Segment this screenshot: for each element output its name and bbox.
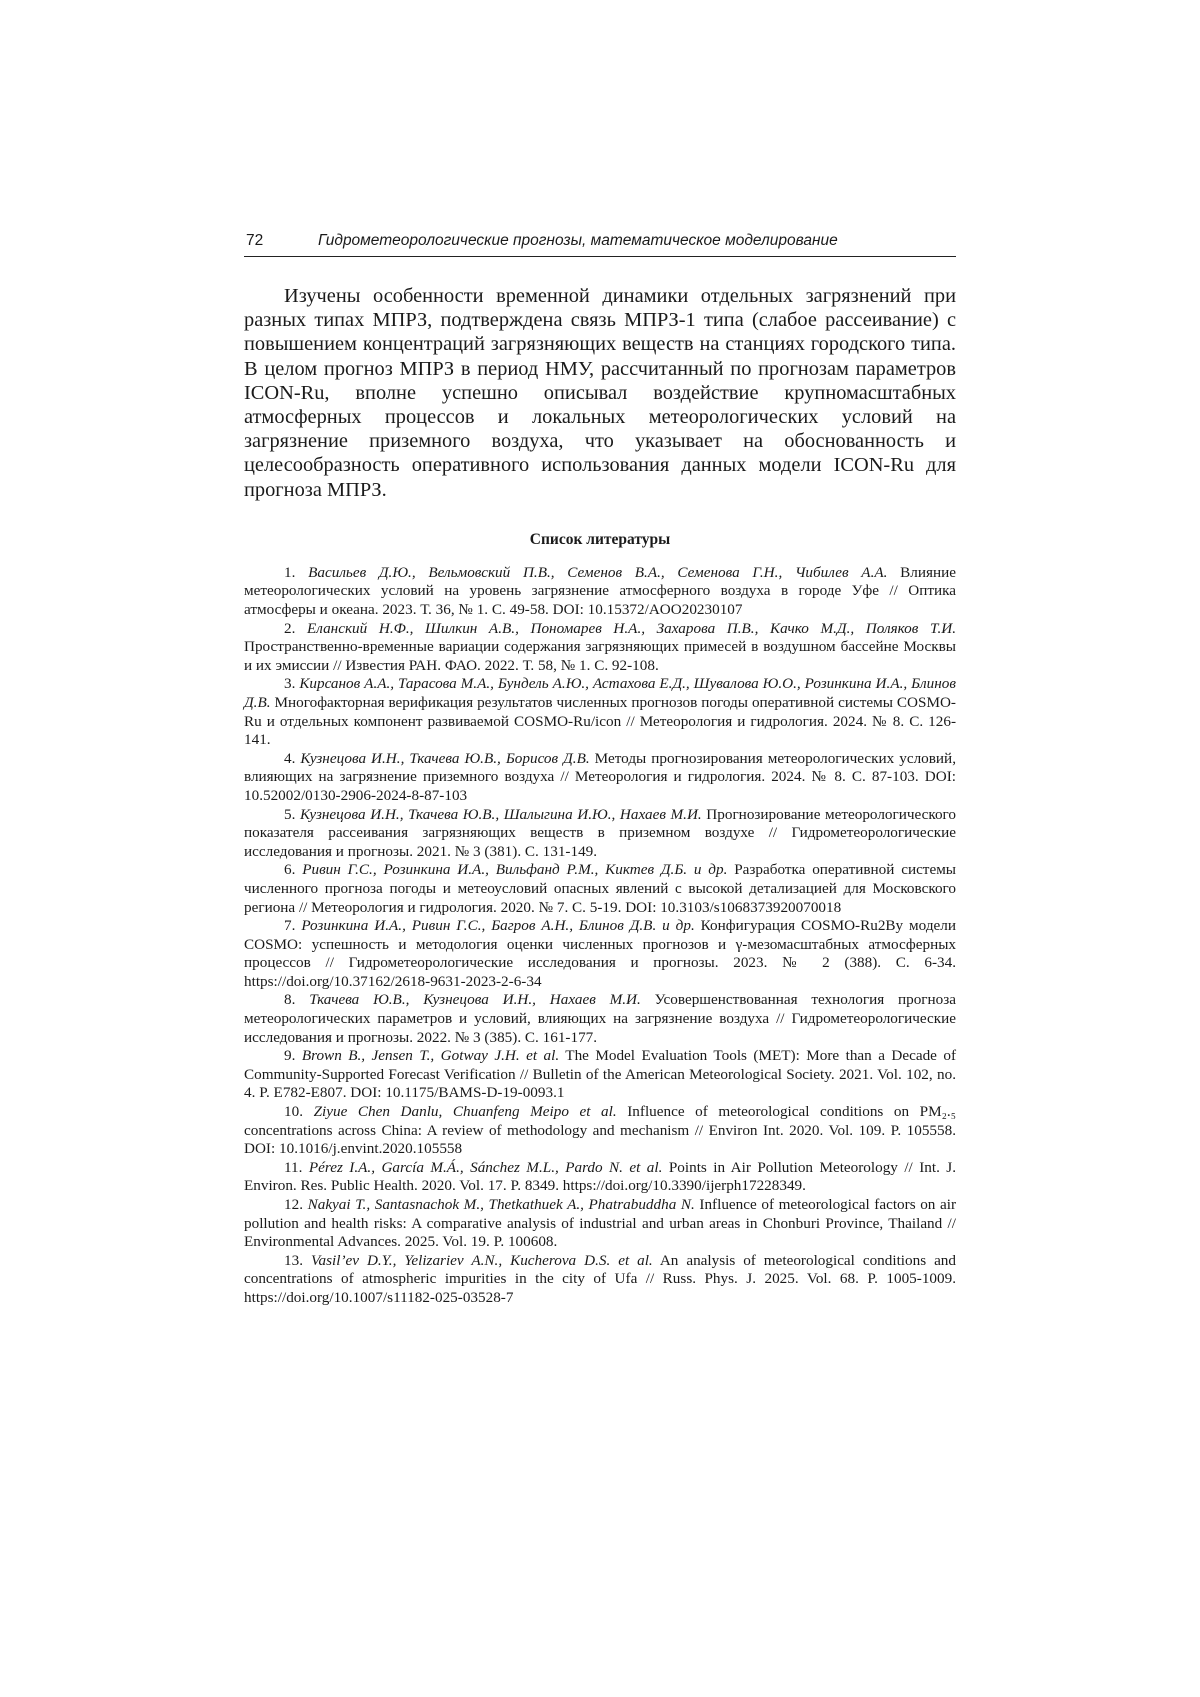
reference-number: 11. xyxy=(284,1158,309,1176)
page-number: 72 xyxy=(246,232,264,249)
reference-number: 2. xyxy=(284,619,307,637)
reference-authors: Кузнецова И.Н., Ткачева Ю.В., Шалыгина И.Ю., Нахаев М.И. xyxy=(299,805,702,823)
reference-item xyxy=(244,917,956,991)
running-header xyxy=(244,232,956,257)
reference-authors: Васильев Д.Ю., Вельмовский П.В., Семенов В.А., Семенова Г.Н., Чибилев А.А. xyxy=(308,563,888,581)
reference-text: An analysis of meteorological conditions and concentrations of atmospheric impurities in the city of Ufa // Russ. Phys. J. 2025. Vol. 68. P. 1005-1009. https://doi.org/10.1007/s11182-025-03528-7 xyxy=(244,1251,956,1306)
reference-item xyxy=(244,1159,956,1196)
reference-text: Influence of meteorological conditions on PM₂.₅ concentrations across China: A review of methodology and mechanism // Environ Int. 2020. Vol. 109. P. 105558. DOI: 10.1016/j.envint.2020.105558 xyxy=(244,1103,957,1158)
reference-number: 6. xyxy=(284,861,303,879)
references-heading: Список литературы xyxy=(529,530,671,548)
reference-authors: Nakyai T., Santasnachok M., Thetkathuek A., Phatrabuddha N. xyxy=(307,1196,695,1214)
reference-authors: Розинкина И.А., Ривин Г.С., Багров А.Н., Блинов Д.В. и др. xyxy=(301,917,695,935)
reference-number: 8. xyxy=(284,991,310,1009)
reference-text: Усовершенствованная технология прогноза метеорологических параметров и условий, влияющих на загрязнение воздуха // Гидрометеорологические исследования и прогнозы. 2022. № 3 (385). С. 161-177. xyxy=(244,991,956,1046)
reference-item xyxy=(244,675,956,749)
reference-number: 3. xyxy=(284,675,300,693)
reference-text: Пространственно-временные вариации содержания загрязняющих примесей в воздушном бассейне Москвы и их эмиссии // Известия РАН. ФАО. 2022. Т. 58, № 1. С. 92-108. xyxy=(244,638,956,674)
reference-item xyxy=(244,1047,956,1103)
reference-text: Многофакторная верификация результатов численных прогнозов погоды оперативной системы COSMO-Ru и отдельных компонент развиваемой COSMO-Ru/icon // Метеорология и гидрология. 2024. № 8. С. 126-141. xyxy=(244,693,956,749)
reference-text: Разработка оперативной системы численного прогноза погоды и метеоусловий опасных явлений с высокой детализацией для Московского региона // Метеорология и гидрология. 2020. № 7. С. 5-19. DOI: 10.3103/s1068373920070018 xyxy=(244,861,957,916)
reference-number: 13. xyxy=(284,1251,311,1269)
reference-item xyxy=(244,564,956,620)
reference-text: Методы прогнозирования метеорологических условий, влияющих на загрязнение приземного воздуха // Метеорология и гидрология. 2024. № 8. С. 87-103. DOI: 10.52002/0130-2906-2024-8-87-103 xyxy=(244,749,956,804)
reference-number: 1. xyxy=(284,563,309,581)
reference-item xyxy=(244,991,956,1047)
reference-authors: Кузнецова И.Н., Ткачева Ю.В., Борисов Д.В. xyxy=(300,749,590,767)
reference-text: Конфигурация COSMO-Ru2By модели COSMO: успешность и методология оценки численных прогнозов и γ-мезомасштабных атмосферных процессов // Гидрометеорологические исследования и прогнозы. 2023. № 2 (388). С. 6-34. https://doi.org/10.37162/2618-9631-2023-2-6-34 xyxy=(244,917,957,990)
reference-number: 7. xyxy=(284,917,302,935)
reference-authors: Еланский Н.Ф., Шилкин А.В., Пономарев Н.А., Захарова П.В., Качко М.Д., Поляков Т.И. xyxy=(307,619,957,637)
reference-authors: Ziyue Chen Danlu, Chuanfeng Meipo et al. xyxy=(313,1103,617,1121)
reference-number: 10. xyxy=(284,1103,314,1121)
reference-item xyxy=(244,1103,956,1159)
reference-text: Points in Air Pollution Meteorology // Int. J. Environ. Res. Public Health. 2020. Vol. 17. P. 8349. https://doi.org/10.3390/ijerph17228349. xyxy=(244,1158,957,1195)
reference-number: 12. xyxy=(284,1196,308,1214)
reference-authors: Ткачева Ю.В., Кузнецова И.Н., Нахаев М.И. xyxy=(309,991,641,1009)
conclusion-paragraph: Изучены особенности временной динамики отдельных загрязнений при разных типах МПРЗ, подтверждена связь МПРЗ-1 типа (слабое рассеивание) с повышением концентраций загрязняющих веществ на станциях городского типа. В целом прогноз МПРЗ в период НМУ, рассчитанный по прогнозам параметров ICON-Ru, вполне успешно описывал воздействие крупномасштабных атмосферных процессов и локальных метеорологических условий на загрязнение приземного воздуха, что указывает на обоснованность и целесообразность оперативного использования данных модели ICON-Ru для прогноза МПРЗ. xyxy=(244,285,956,501)
reference-authors: Brown B., Jensen T., Gotway J.H. et al. xyxy=(301,1047,560,1065)
reference-number: 5. xyxy=(284,805,300,823)
page xyxy=(244,232,956,1308)
reference-authors: Pérez I.A., García M.Á., Sánchez M.L., Pardo N. et al. xyxy=(308,1158,663,1176)
reference-item xyxy=(244,1196,956,1252)
reference-item xyxy=(244,620,956,676)
reference-text: Influence of meteorological factors on air pollution and health risks: A comparative analysis of industrial and urban areas in Chonburi Province, Thailand // Environmental Advances. 2025. Vol. 19. P. 100608. xyxy=(244,1196,956,1251)
reference-authors: Кирсанов А.А., Тарасова М.А., Бундель А.Ю., Астахова Е.Д., Шувалова Ю.О., Розинкина И.А., Блинов Д.В. xyxy=(244,675,956,711)
reference-authors: Ривин Г.С., Розинкина И.А., Вильфанд Р.М., Киктев Д.Б. и др. xyxy=(302,861,728,879)
reference-text: Влияние метеорологических условий на уровень загрязнение атмосферного воздуха в городе Уфе // Оптика атмосферы и океана. 2023. Т. 36, № 1. С. 49-58. DOI: 10.15372/AOO20230107 xyxy=(244,563,956,619)
reference-text: The Model Evaluation Tools (MET): More than a Decade of Community-Supported Forecast Verification // Bulletin of the American Meteorological Society. 2021. Vol. 102, no. 4. P. E782-E807. DOI: 10.1175/BAMS-D-19-0093.1 xyxy=(244,1047,956,1102)
reference-number: 4. xyxy=(284,749,301,767)
reference-item xyxy=(244,750,956,806)
reference-number: 9. xyxy=(284,1047,302,1065)
reference-authors: Vasil’ev D.Y., Yelizariev A.N., Kucherova D.S. et al. xyxy=(310,1251,653,1269)
reference-item xyxy=(244,1252,956,1308)
reference-item xyxy=(244,861,956,917)
reference-item xyxy=(244,806,956,862)
references-list xyxy=(244,564,956,1308)
running-title: Гидрометеорологические прогнозы, математическое моделирование xyxy=(318,232,838,249)
reference-text: Прогнозирование метеорологического показателя рассеивания загрязняющих веществ в приземном воздухе // Гидрометеорологические исследования и прогнозы. 2021. № 3 (381). С. 131-149. xyxy=(244,805,956,860)
